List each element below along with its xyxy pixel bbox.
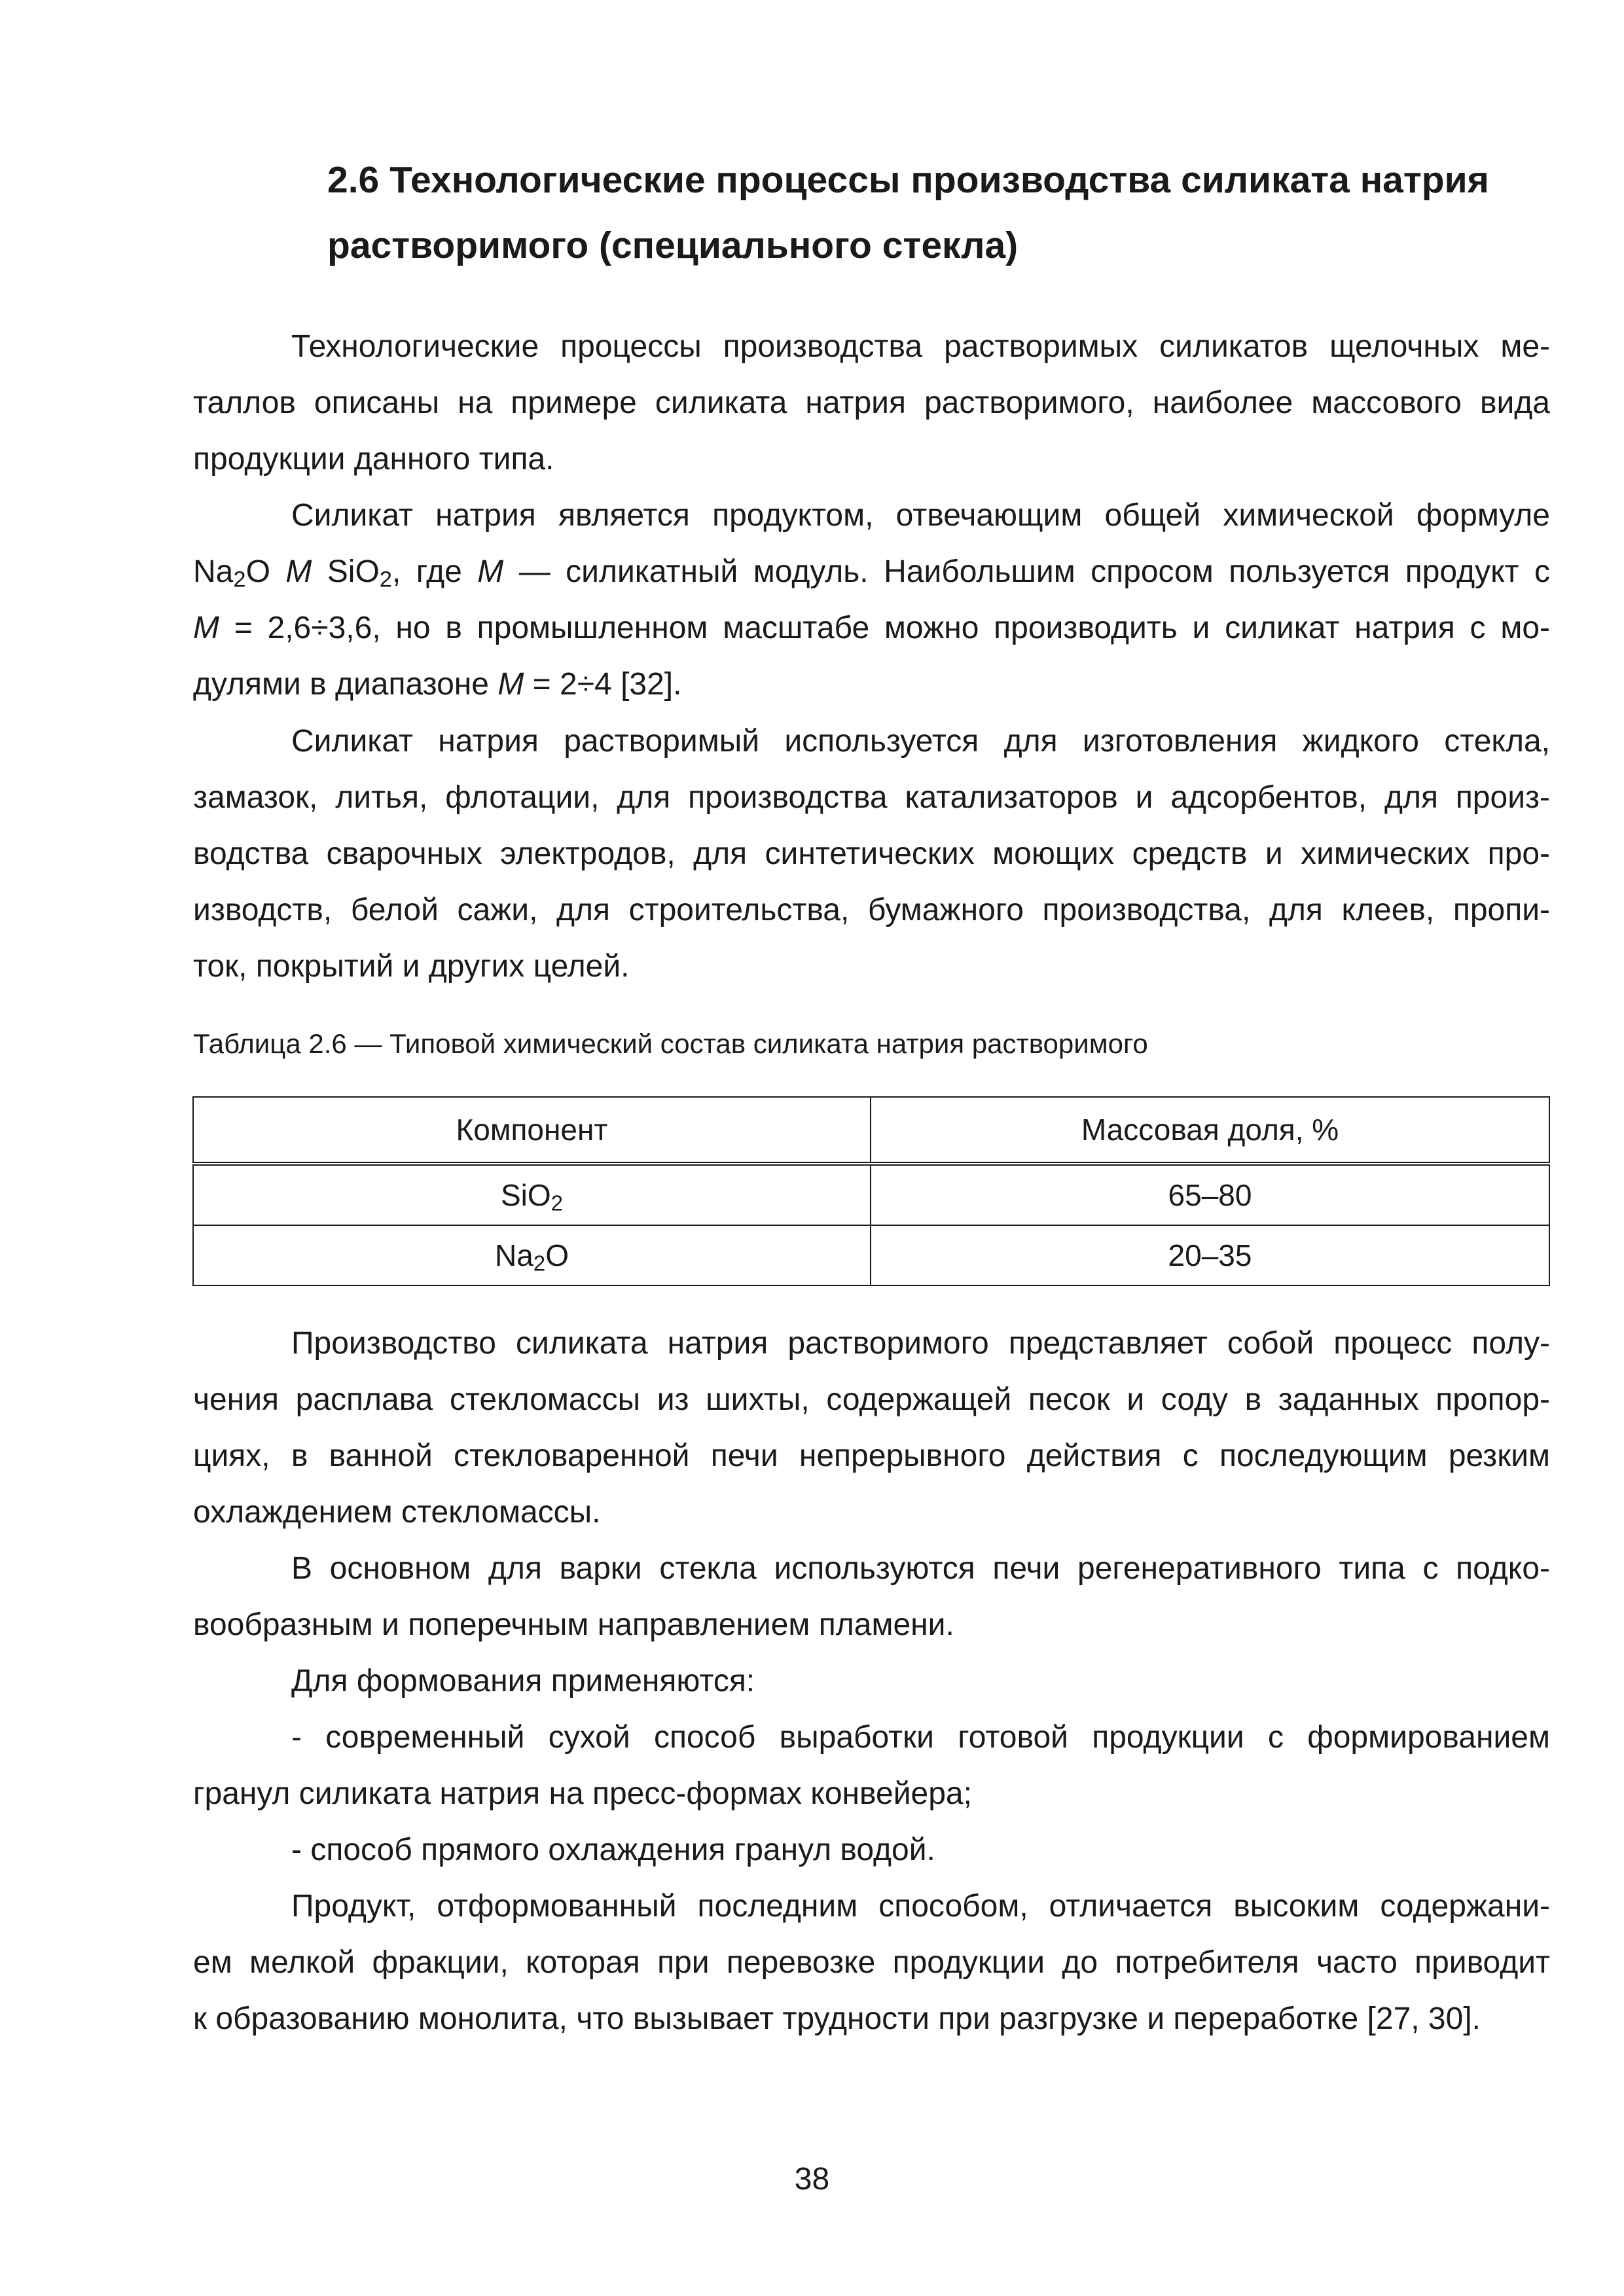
table-header-row [193, 1097, 1549, 1164]
subscript: 2 [379, 567, 393, 592]
page-number: 38 [794, 2162, 830, 2197]
text-line: ток, покрытий и других целей. [193, 949, 630, 984]
table-row [193, 1225, 1549, 1285]
paragraph-formula [193, 488, 1550, 713]
text-line: замазок, литья, флотации, для производства катализаторов и адсорбентов, для произ- [193, 780, 1550, 815]
text-line: Продукт, отформованный последним способом, отличается высоким содержани- [291, 1889, 1550, 1924]
subscript: 2 [233, 567, 246, 592]
formula-sio: SiO [312, 554, 380, 589]
table-row [193, 1164, 1549, 1225]
value-cell: 65–80 [871, 1164, 1549, 1225]
text-line: к образованию монолита, что вызывает трудности при разгрузке и переработке [27, 30]. [193, 2001, 1481, 2036]
text-line [193, 600, 1550, 656]
text-line: Силикат натрия является продуктом, отвечающим общей химической формуле [291, 498, 1550, 533]
text-line: - способ прямого охлаждения гранул водой. [291, 1833, 935, 1867]
text-line: Для формования применяются: [291, 1664, 755, 1698]
text-line [193, 656, 1550, 713]
text-line: - современный сухой способ выработки готовой продукции с формированием [291, 1720, 1550, 1755]
text-line: Силикат натрия растворимый используется для изготовления жидкого стекла, [291, 724, 1550, 759]
section-heading-line-2: растворимого (специального стекла) [327, 224, 1019, 266]
text-line: циях, в ванной стекловаренной печи непрерывного действия с последующим резким [193, 1439, 1550, 1473]
formula-main: Na [494, 1238, 533, 1272]
text-line: В основном для варки стекла используются печи регенеративного типа с подко- [291, 1551, 1550, 1586]
text-line: вообразным и поперечным направлением пламени. [193, 1607, 954, 1642]
subscript: 2 [533, 1251, 546, 1276]
paragraph-product [193, 1878, 1550, 2047]
list-item-dry-method [193, 1710, 1550, 1822]
modulus-symbol: M [497, 667, 524, 702]
section-heading [327, 147, 1571, 278]
column-header-mass-fraction: Массовая доля, % [871, 1097, 1549, 1164]
component-cell [193, 1225, 871, 1285]
column-header-component: Компонент [193, 1097, 871, 1164]
text-line: охлаждением стекломассы. [193, 1495, 601, 1530]
paragraph-furnaces [193, 1541, 1550, 1653]
text-line: Производство силиката натрия растворимого представляет собой процесс полу- [291, 1326, 1550, 1361]
formula-o: O [245, 554, 286, 589]
value-cell: 20–35 [871, 1225, 1549, 1285]
text-line: изводств, белой сажи, для строительства, бумажного производства, для клеев, пропи- [193, 893, 1550, 927]
subscript: 2 [550, 1191, 564, 1216]
text-segment: — силикатный модуль. Наибольшим спросом пользуется продукт с [503, 554, 1551, 589]
paragraph-forming-intro [193, 1653, 1550, 1710]
composition-table [192, 1096, 1550, 1286]
formula-tail: O [545, 1238, 569, 1272]
text-segment: = 2,6÷3,6, но в промышленном масштабе можно производить и силикат натрия с мо- [219, 611, 1550, 645]
formula-na: Na [193, 554, 234, 589]
text-line: продукции данного типа. [193, 442, 554, 476]
modulus-symbol: M [477, 554, 504, 589]
section-heading-line-1: 2.6 Технологические процессы производства силиката натрия [327, 159, 1489, 201]
text-line: таллов описаны на примере силиката натрия растворимого, наиболее массового вида [193, 386, 1550, 420]
paragraph-production [193, 1316, 1550, 1541]
text-line: чения расплава стекломассы из шихты, содержащей песок и соду в заданных пропор- [193, 1382, 1550, 1417]
modulus-symbol: M [285, 554, 312, 589]
modulus-symbol: M [193, 611, 219, 645]
text-line: гранул силиката натрия на пресс-формах конвейера; [193, 1776, 972, 1811]
text-segment: дулями в диапазоне [193, 667, 498, 702]
list-item-water-cooling [193, 1822, 1550, 1878]
paragraph-intro [193, 319, 1550, 488]
text-line: ем мелкой фракции, которая при перевозке продукции до потребителя часто приводит [193, 1945, 1550, 1980]
text-segment: , где [392, 554, 478, 589]
text-line [193, 544, 1550, 600]
table-caption: Таблица 2.6 — Типовой химический состав силиката натрия растворимого [193, 1028, 1148, 1059]
text-segment: = 2÷4 [32]. [524, 667, 682, 702]
text-line: водства сварочных электродов, для синтетических моющих средств и химических про- [193, 836, 1550, 871]
paragraph-applications [193, 713, 1550, 995]
text-line: Технологические процессы производства растворимых силикатов щелочных ме- [291, 329, 1550, 364]
component-cell [193, 1164, 871, 1225]
formula-main: SiO [500, 1178, 551, 1212]
